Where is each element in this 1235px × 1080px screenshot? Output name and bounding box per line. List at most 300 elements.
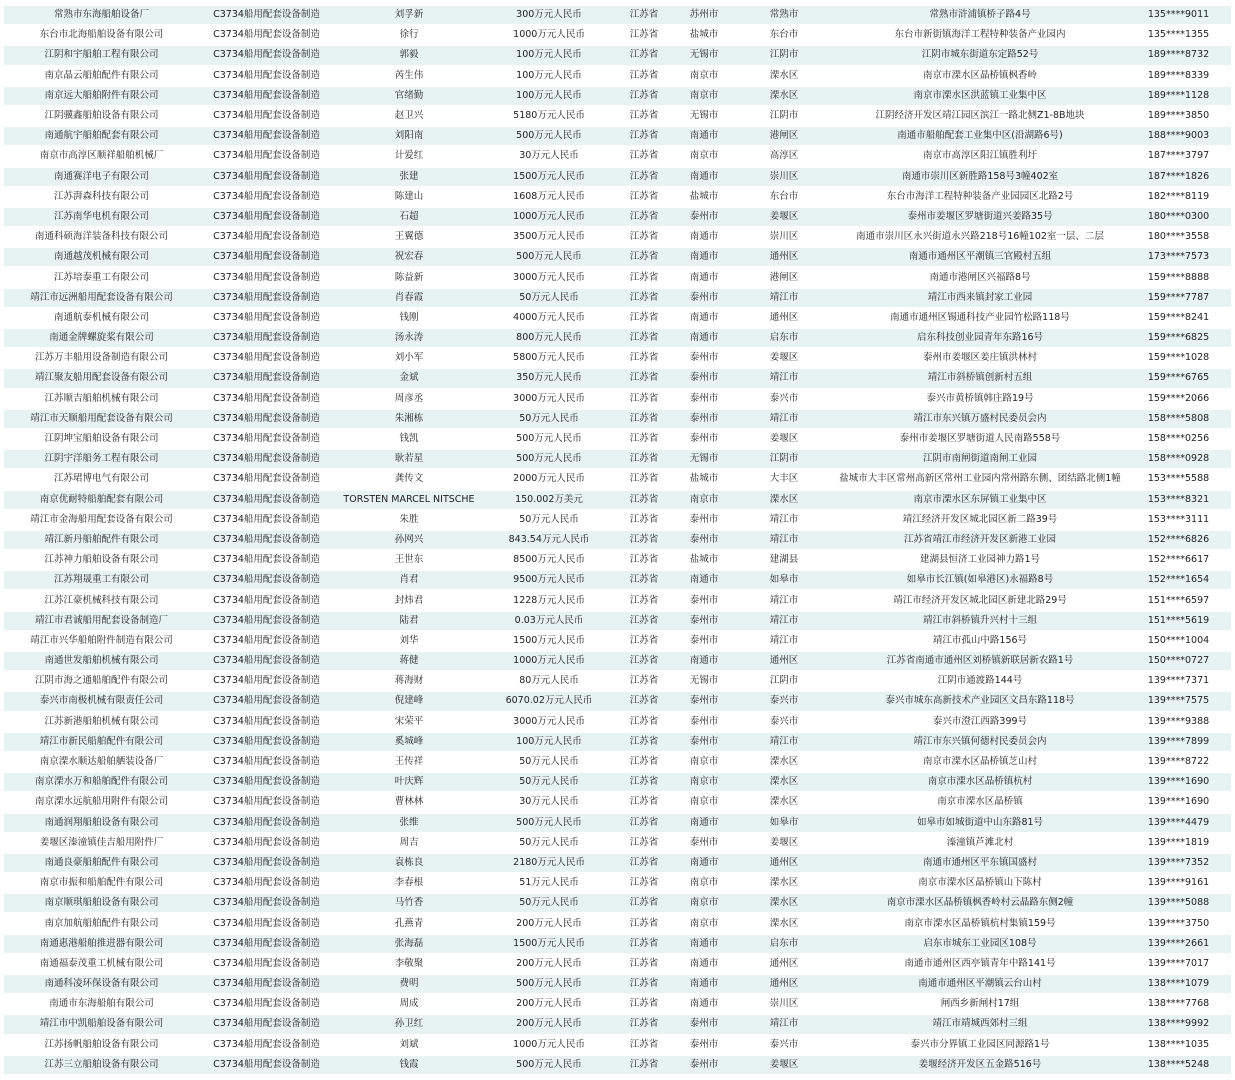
industry-cell: C3734船用配套设备制造 <box>199 450 334 468</box>
legal-rep-cell: 刘孚新 <box>334 6 484 24</box>
address-cell: 南京市溧水区晶桥镇山下陈村 <box>834 874 1126 892</box>
phone-cell: 180****0300 <box>1126 208 1231 226</box>
industry-cell: C3734船用配套设备制造 <box>199 147 334 165</box>
company-name-cell: 南通越茂机械有限公司 <box>4 248 199 266</box>
table-row[interactable] <box>4 248 1231 266</box>
address-cell: 泰州市姜堰区罗塘街道兴姜路35号 <box>834 208 1126 226</box>
district-cell: 崇川区 <box>734 228 834 246</box>
table-row[interactable] <box>4 834 1231 852</box>
province-cell: 江苏省 <box>614 612 674 630</box>
industry-cell: C3734船用配套设备制造 <box>199 208 334 226</box>
phone-cell: 139****9161 <box>1126 874 1231 892</box>
district-cell: 通州区 <box>734 309 834 327</box>
table-row[interactable] <box>4 874 1231 892</box>
company-name-cell: 江阴市海之通船舶配件有限公司 <box>4 672 199 690</box>
legal-rep-cell: 钱霞 <box>334 1056 484 1074</box>
company-name-cell: 南通世发船舶机械有限公司 <box>4 652 199 670</box>
registered-capital-cell: 1500万元人民币 <box>484 168 614 186</box>
legal-rep-cell: 陈益新 <box>334 268 484 286</box>
table-row[interactable] <box>4 208 1231 226</box>
table-row[interactable] <box>4 410 1231 428</box>
address-cell: 启东市城东工业园区108号 <box>834 935 1126 953</box>
industry-cell: C3734船用配套设备制造 <box>199 571 334 589</box>
phone-cell: 159****1028 <box>1126 349 1231 367</box>
company-name-cell: 江苏顺吉船舶机械有限公司 <box>4 390 199 408</box>
city-cell: 南京市 <box>674 874 734 892</box>
province-cell: 江苏省 <box>614 511 674 529</box>
registered-capital-cell: 300万元人民币 <box>484 6 614 24</box>
phone-cell: 139****3750 <box>1126 914 1231 932</box>
address-cell: 泰兴市澄江西路399号 <box>834 713 1126 731</box>
company-name-cell: 南京市高淳区顺祥船舶机械厂 <box>4 147 199 165</box>
registered-capital-cell: 1000万元人民币 <box>484 208 614 226</box>
table-row[interactable] <box>4 551 1231 569</box>
phone-cell: 159****6765 <box>1126 369 1231 387</box>
registered-capital-cell: 0.03万元人民币 <box>484 612 614 630</box>
address-cell: 靖江市东兴镇何德村民委员会内 <box>834 733 1126 751</box>
table-row[interactable] <box>4 289 1231 307</box>
district-cell: 崇川区 <box>734 168 834 186</box>
district-cell: 溧水区 <box>734 67 834 85</box>
city-cell: 泰州市 <box>674 1036 734 1054</box>
district-cell: 江阴市 <box>734 450 834 468</box>
district-cell: 溧水区 <box>734 87 834 105</box>
table-row[interactable] <box>4 1015 1231 1033</box>
phone-cell: 138****1079 <box>1126 975 1231 993</box>
province-cell: 江苏省 <box>614 1036 674 1054</box>
table-row[interactable] <box>4 188 1231 206</box>
table-row[interactable] <box>4 491 1231 509</box>
province-cell: 江苏省 <box>614 26 674 44</box>
legal-rep-cell: 王世东 <box>334 551 484 569</box>
table-row[interactable] <box>4 531 1231 549</box>
industry-cell: C3734船用配套设备制造 <box>199 107 334 125</box>
company-name-cell: 南通良豪船舶配件有限公司 <box>4 854 199 872</box>
company-name-cell: 南通航宇船舶配套有限公司 <box>4 127 199 145</box>
phone-cell: 139****1690 <box>1126 773 1231 791</box>
registered-capital-cell: 100万元人民币 <box>484 733 614 751</box>
table-row[interactable] <box>4 894 1231 912</box>
city-cell: 盐城市 <box>674 26 734 44</box>
city-cell: 南通市 <box>674 814 734 832</box>
legal-rep-cell: 孙网兴 <box>334 531 484 549</box>
table-row[interactable] <box>4 935 1231 953</box>
table-row[interactable] <box>4 1036 1231 1054</box>
registered-capital-cell: 6070.02万元人民币 <box>484 692 614 710</box>
legal-rep-cell: 计爱红 <box>334 147 484 165</box>
table-row[interactable] <box>4 369 1231 387</box>
district-cell: 靖江市 <box>734 511 834 529</box>
address-cell: 江阴市通渡路144号 <box>834 672 1126 690</box>
table-row[interactable] <box>4 511 1231 529</box>
district-cell: 溧水区 <box>734 753 834 771</box>
district-cell: 靖江市 <box>734 1015 834 1033</box>
province-cell: 江苏省 <box>614 713 674 731</box>
phone-cell: 159****6825 <box>1126 329 1231 347</box>
table-row[interactable] <box>4 390 1231 408</box>
legal-rep-cell: 刘华 <box>334 632 484 650</box>
phone-cell: 139****7575 <box>1126 692 1231 710</box>
legal-rep-cell: 周彦丞 <box>334 390 484 408</box>
industry-cell: C3734船用配套设备制造 <box>199 228 334 246</box>
phone-cell: 187****3797 <box>1126 147 1231 165</box>
table-row[interactable] <box>4 713 1231 731</box>
industry-cell: C3734船用配套设备制造 <box>199 268 334 286</box>
city-cell: 南通市 <box>674 854 734 872</box>
address-cell: 靖江经济开发区城北园区新二路39号 <box>834 511 1126 529</box>
district-cell: 通州区 <box>734 652 834 670</box>
company-name-cell: 江阴坤宝船舶设备有限公司 <box>4 430 199 448</box>
phone-cell: 182****8119 <box>1126 188 1231 206</box>
province-cell: 江苏省 <box>614 390 674 408</box>
legal-rep-cell: 刘斌 <box>334 1036 484 1054</box>
industry-cell: C3734船用配套设备制造 <box>199 935 334 953</box>
district-cell: 泰兴市 <box>734 692 834 710</box>
company-name-cell: 江苏培泰重工有限公司 <box>4 268 199 286</box>
company-name-cell: 南通科硕海洋装备科技有限公司 <box>4 228 199 246</box>
district-cell: 靖江市 <box>734 612 834 630</box>
province-cell: 江苏省 <box>614 531 674 549</box>
legal-rep-cell: 孙卫红 <box>334 1015 484 1033</box>
phone-cell: 139****7352 <box>1126 854 1231 872</box>
registered-capital-cell: 500万元人民币 <box>484 975 614 993</box>
city-cell: 南通市 <box>674 329 734 347</box>
city-cell: 南京市 <box>674 914 734 932</box>
phone-cell: 139****5088 <box>1126 894 1231 912</box>
industry-cell: C3734船用配套设备制造 <box>199 995 334 1013</box>
registered-capital-cell: 30万元人民币 <box>484 793 614 811</box>
table-row[interactable] <box>4 571 1231 589</box>
address-cell: 盐城市大丰区常州高新区常州工业园内常州路东侧、团结路北侧1幢 <box>834 470 1126 488</box>
phone-cell: 138****1035 <box>1126 1036 1231 1054</box>
registered-capital-cell: 3000万元人民币 <box>484 390 614 408</box>
district-cell: 通州区 <box>734 975 834 993</box>
city-cell: 泰州市 <box>674 612 734 630</box>
legal-rep-cell: 宋荣平 <box>334 713 484 731</box>
phone-cell: 150****1004 <box>1126 632 1231 650</box>
industry-cell: C3734船用配套设备制造 <box>199 652 334 670</box>
table-row[interactable] <box>4 450 1231 468</box>
table-row[interactable] <box>4 127 1231 145</box>
city-cell: 泰州市 <box>674 834 734 852</box>
district-cell: 东台市 <box>734 26 834 44</box>
registered-capital-cell: 50万元人民币 <box>484 289 614 307</box>
table-row[interactable] <box>4 672 1231 690</box>
company-name-cell: 江阴和宇船舶工程有限公司 <box>4 46 199 64</box>
table-row[interactable] <box>4 46 1231 64</box>
registered-capital-cell: 500万元人民币 <box>484 430 614 448</box>
table-row[interactable] <box>4 914 1231 932</box>
table-row[interactable] <box>4 854 1231 872</box>
city-cell: 泰州市 <box>674 390 734 408</box>
phone-cell: 135****9011 <box>1126 6 1231 24</box>
registered-capital-cell: 500万元人民币 <box>484 1056 614 1074</box>
company-name-cell: 江苏湃森科技有限公司 <box>4 188 199 206</box>
phone-cell: 138****5248 <box>1126 1056 1231 1074</box>
address-cell: 江苏省南通市通州区刘桥镇新联居新农路1号 <box>834 652 1126 670</box>
province-cell: 江苏省 <box>614 874 674 892</box>
legal-rep-cell: 张维 <box>334 814 484 832</box>
district-cell: 江阴市 <box>734 672 834 690</box>
legal-rep-cell: 陆君 <box>334 612 484 630</box>
industry-cell: C3734船用配套设备制造 <box>199 793 334 811</box>
legal-rep-cell: 张建 <box>334 168 484 186</box>
province-cell: 江苏省 <box>614 652 674 670</box>
table-row[interactable] <box>4 692 1231 710</box>
table-row[interactable] <box>4 1056 1231 1074</box>
address-cell: 南京市溧水区洪蓝镇工业集中区 <box>834 87 1126 105</box>
city-cell: 南通市 <box>674 975 734 993</box>
phone-cell: 138****9992 <box>1126 1015 1231 1033</box>
phone-cell: 158****0256 <box>1126 430 1231 448</box>
registered-capital-cell: 1228万元人民币 <box>484 591 614 609</box>
legal-rep-cell: 耿若星 <box>334 450 484 468</box>
table-row[interactable] <box>4 430 1231 448</box>
table-row[interactable] <box>4 87 1231 105</box>
city-cell: 泰州市 <box>674 692 734 710</box>
table-row[interactable] <box>4 6 1231 24</box>
company-name-cell: 南京优耐特船舶配套有限公司 <box>4 491 199 509</box>
legal-rep-cell: 费明 <box>334 975 484 993</box>
address-cell: 泰兴市分界镇工业园区同源路1号 <box>834 1036 1126 1054</box>
address-cell: 靖江市靖城西郊村三组 <box>834 1015 1126 1033</box>
city-cell: 盐城市 <box>674 551 734 569</box>
province-cell: 江苏省 <box>614 87 674 105</box>
city-cell: 苏州市 <box>674 6 734 24</box>
city-cell: 泰州市 <box>674 430 734 448</box>
city-cell: 泰州市 <box>674 410 734 428</box>
company-name-cell: 江阴骥鑫船舶设备有限公司 <box>4 107 199 125</box>
address-cell: 常熟市浒浦镇桥子路4号 <box>834 6 1126 24</box>
province-cell: 江苏省 <box>614 228 674 246</box>
address-cell: 建湖县恒济工业园神力路1号 <box>834 551 1126 569</box>
registered-capital-cell: 1608万元人民币 <box>484 188 614 206</box>
registered-capital-cell: 50万元人民币 <box>484 410 614 428</box>
address-cell: 南京市溧水区晶桥镇 <box>834 793 1126 811</box>
industry-cell: C3734船用配套设备制造 <box>199 491 334 509</box>
registered-capital-cell: 100万元人民币 <box>484 87 614 105</box>
address-cell: 姜堰经济开发区五金路516号 <box>834 1056 1126 1074</box>
legal-rep-cell: 钱刚 <box>334 309 484 327</box>
address-cell: 南通市通州区西亭镇青年中路141号 <box>834 955 1126 973</box>
address-cell: 东台市海洋工程特种装备产业园园区北路2号 <box>834 188 1126 206</box>
legal-rep-cell: 官绪勤 <box>334 87 484 105</box>
phone-cell: 159****2066 <box>1126 390 1231 408</box>
legal-rep-cell: 周成 <box>334 995 484 1013</box>
company-table <box>4 4 1231 1076</box>
table-row[interactable] <box>4 268 1231 286</box>
table-row[interactable] <box>4 773 1231 791</box>
legal-rep-cell: 奚城峰 <box>334 733 484 751</box>
industry-cell: C3734船用配套设备制造 <box>199 26 334 44</box>
registered-capital-cell: 1000万元人民币 <box>484 1036 614 1054</box>
industry-cell: C3734船用配套设备制造 <box>199 632 334 650</box>
address-cell: 启东科技创业园青年东路16号 <box>834 329 1126 347</box>
registered-capital-cell: 5800万元人民币 <box>484 349 614 367</box>
district-cell: 通州区 <box>734 854 834 872</box>
phone-cell: 180****3558 <box>1126 228 1231 246</box>
industry-cell: C3734船用配套设备制造 <box>199 551 334 569</box>
legal-rep-cell: 袁栋良 <box>334 854 484 872</box>
table-row[interactable] <box>4 612 1231 630</box>
address-cell: 靖江市东兴镇万盛村民委员会内 <box>834 410 1126 428</box>
province-cell: 江苏省 <box>614 995 674 1013</box>
district-cell: 姜堰区 <box>734 208 834 226</box>
industry-cell: C3734船用配套设备制造 <box>199 87 334 105</box>
company-name-cell: 靖江新丹船舶配件有限公司 <box>4 531 199 549</box>
registered-capital-cell: 200万元人民币 <box>484 914 614 932</box>
company-name-cell: 南通科凌环保设备有限公司 <box>4 975 199 993</box>
company-name-cell: 江苏新港船舶机械有限公司 <box>4 713 199 731</box>
table-row[interactable] <box>4 67 1231 85</box>
industry-cell: C3734船用配套设备制造 <box>199 955 334 973</box>
registered-capital-cell: 1500万元人民币 <box>484 632 614 650</box>
city-cell: 无锡市 <box>674 107 734 125</box>
city-cell: 泰州市 <box>674 208 734 226</box>
province-cell: 江苏省 <box>614 329 674 347</box>
legal-rep-cell: 祝宏春 <box>334 248 484 266</box>
city-cell: 泰州市 <box>674 1015 734 1033</box>
registered-capital-cell: 50万元人民币 <box>484 753 614 771</box>
registered-capital-cell: 350万元人民币 <box>484 369 614 387</box>
city-cell: 南京市 <box>674 753 734 771</box>
industry-cell: C3734船用配套设备制造 <box>199 753 334 771</box>
phone-cell: 151****5619 <box>1126 612 1231 630</box>
phone-cell: 139****7899 <box>1126 733 1231 751</box>
industry-cell: C3734船用配套设备制造 <box>199 1015 334 1033</box>
city-cell: 南通市 <box>674 571 734 589</box>
table-body <box>4 6 1231 1074</box>
table-row[interactable] <box>4 995 1231 1013</box>
phone-cell: 151****6597 <box>1126 591 1231 609</box>
table-row[interactable] <box>4 632 1231 650</box>
registered-capital-cell: 2000万元人民币 <box>484 470 614 488</box>
phone-cell: 187****1826 <box>1126 168 1231 186</box>
table-row[interactable] <box>4 470 1231 488</box>
table-row[interactable] <box>4 147 1231 165</box>
table-row[interactable] <box>4 26 1231 44</box>
district-cell: 泰兴市 <box>734 1036 834 1054</box>
phone-cell: 135****1355 <box>1126 26 1231 44</box>
phone-cell: 139****7017 <box>1126 955 1231 973</box>
table-row[interactable] <box>4 591 1231 609</box>
industry-cell: C3734船用配套设备制造 <box>199 814 334 832</box>
address-cell: 南通市通州区平潮镇三官殿村五组 <box>834 248 1126 266</box>
address-cell: 泰州市姜堰区姜庄镇洪林村 <box>834 349 1126 367</box>
company-name-cell: 姜堰区溱潼镇佳吉船用附件厂 <box>4 834 199 852</box>
legal-rep-cell: 汤永涛 <box>334 329 484 347</box>
city-cell: 泰州市 <box>674 369 734 387</box>
city-cell: 泰州市 <box>674 289 734 307</box>
phone-cell: 139****4479 <box>1126 814 1231 832</box>
company-name-cell: 南京溧水顺达船舶舾装设备厂 <box>4 753 199 771</box>
company-name-cell: 南京远大船舶附件有限公司 <box>4 87 199 105</box>
table-row[interactable] <box>4 753 1231 771</box>
province-cell: 江苏省 <box>614 854 674 872</box>
company-name-cell: 江苏万丰船用设备制造有限公司 <box>4 349 199 367</box>
phone-cell: 159****8888 <box>1126 268 1231 286</box>
company-name-cell: 南通赛洋电子有限公司 <box>4 168 199 186</box>
district-cell: 如皋市 <box>734 814 834 832</box>
table-row[interactable] <box>4 228 1231 246</box>
table-row[interactable] <box>4 975 1231 993</box>
district-cell: 靖江市 <box>734 531 834 549</box>
district-cell: 姜堰区 <box>734 430 834 448</box>
industry-cell: C3734船用配套设备制造 <box>199 914 334 932</box>
address-cell: 泰州市姜堰区罗塘街道人民南路558号 <box>834 430 1126 448</box>
table-row[interactable] <box>4 955 1231 973</box>
district-cell: 高淳区 <box>734 147 834 165</box>
legal-rep-cell: 芮生伟 <box>334 67 484 85</box>
industry-cell: C3734船用配套设备制造 <box>199 470 334 488</box>
table-row[interactable] <box>4 329 1231 347</box>
registered-capital-cell: 5180万元人民币 <box>484 107 614 125</box>
phone-cell: 153****3111 <box>1126 511 1231 529</box>
address-cell: 靖江市斜桥镇升兴村十三组 <box>834 612 1126 630</box>
city-cell: 南京市 <box>674 67 734 85</box>
table-row[interactable] <box>4 107 1231 125</box>
address-cell: 东台市新街镇海洋工程特种装备产业园内 <box>834 26 1126 44</box>
table-row[interactable] <box>4 733 1231 751</box>
district-cell: 建湖县 <box>734 551 834 569</box>
legal-rep-cell: 钱凯 <box>334 430 484 448</box>
company-name-cell: 南京溧水万和船舶配件有限公司 <box>4 773 199 791</box>
table-row[interactable] <box>4 349 1231 367</box>
province-cell: 江苏省 <box>614 450 674 468</box>
phone-cell: 139****9388 <box>1126 713 1231 731</box>
registered-capital-cell: 50万元人民币 <box>484 834 614 852</box>
province-cell: 江苏省 <box>614 349 674 367</box>
registered-capital-cell: 1000万元人民币 <box>484 26 614 44</box>
company-name-cell: 南通润翔船舶设备有限公司 <box>4 814 199 832</box>
city-cell: 泰州市 <box>674 632 734 650</box>
company-name-cell: 南京加航船舶配件有限公司 <box>4 914 199 932</box>
table-row[interactable] <box>4 814 1231 832</box>
industry-cell: C3734船用配套设备制造 <box>199 349 334 367</box>
province-cell: 江苏省 <box>614 733 674 751</box>
province-cell: 江苏省 <box>614 107 674 125</box>
city-cell: 南通市 <box>674 228 734 246</box>
legal-rep-cell: TORSTEN MARCEL NITSCHE <box>334 491 484 509</box>
registered-capital-cell: 100万元人民币 <box>484 67 614 85</box>
city-cell: 南通市 <box>674 268 734 286</box>
province-cell: 江苏省 <box>614 430 674 448</box>
industry-cell: C3734船用配套设备制造 <box>199 289 334 307</box>
table-row[interactable] <box>4 793 1231 811</box>
phone-cell: 188****9003 <box>1126 127 1231 145</box>
table-row[interactable] <box>4 652 1231 670</box>
legal-rep-cell: 蒋海财 <box>334 672 484 690</box>
city-cell: 盐城市 <box>674 470 734 488</box>
address-cell: 江阴市南闸街道南闸工业园 <box>834 450 1126 468</box>
city-cell: 南通市 <box>674 309 734 327</box>
industry-cell: C3734船用配套设备制造 <box>199 6 334 24</box>
district-cell: 靖江市 <box>734 632 834 650</box>
company-name-cell: 江苏神力船舶设备有限公司 <box>4 551 199 569</box>
district-cell: 姜堰区 <box>734 349 834 367</box>
registered-capital-cell: 8500万元人民币 <box>484 551 614 569</box>
industry-cell: C3734船用配套设备制造 <box>199 430 334 448</box>
table-row[interactable] <box>4 309 1231 327</box>
company-name-cell: 南京溧水远航船用附件有限公司 <box>4 793 199 811</box>
table-row[interactable] <box>4 168 1231 186</box>
province-cell: 江苏省 <box>614 1056 674 1074</box>
company-name-cell: 江苏江豪机械科技有限公司 <box>4 591 199 609</box>
address-cell: 南京市溧水区晶桥镇杭村集镇159号 <box>834 914 1126 932</box>
phone-cell: 139****8722 <box>1126 753 1231 771</box>
address-cell: 南通市崇川区新胜路158号3幢402室 <box>834 168 1126 186</box>
phone-cell: 189****8339 <box>1126 67 1231 85</box>
